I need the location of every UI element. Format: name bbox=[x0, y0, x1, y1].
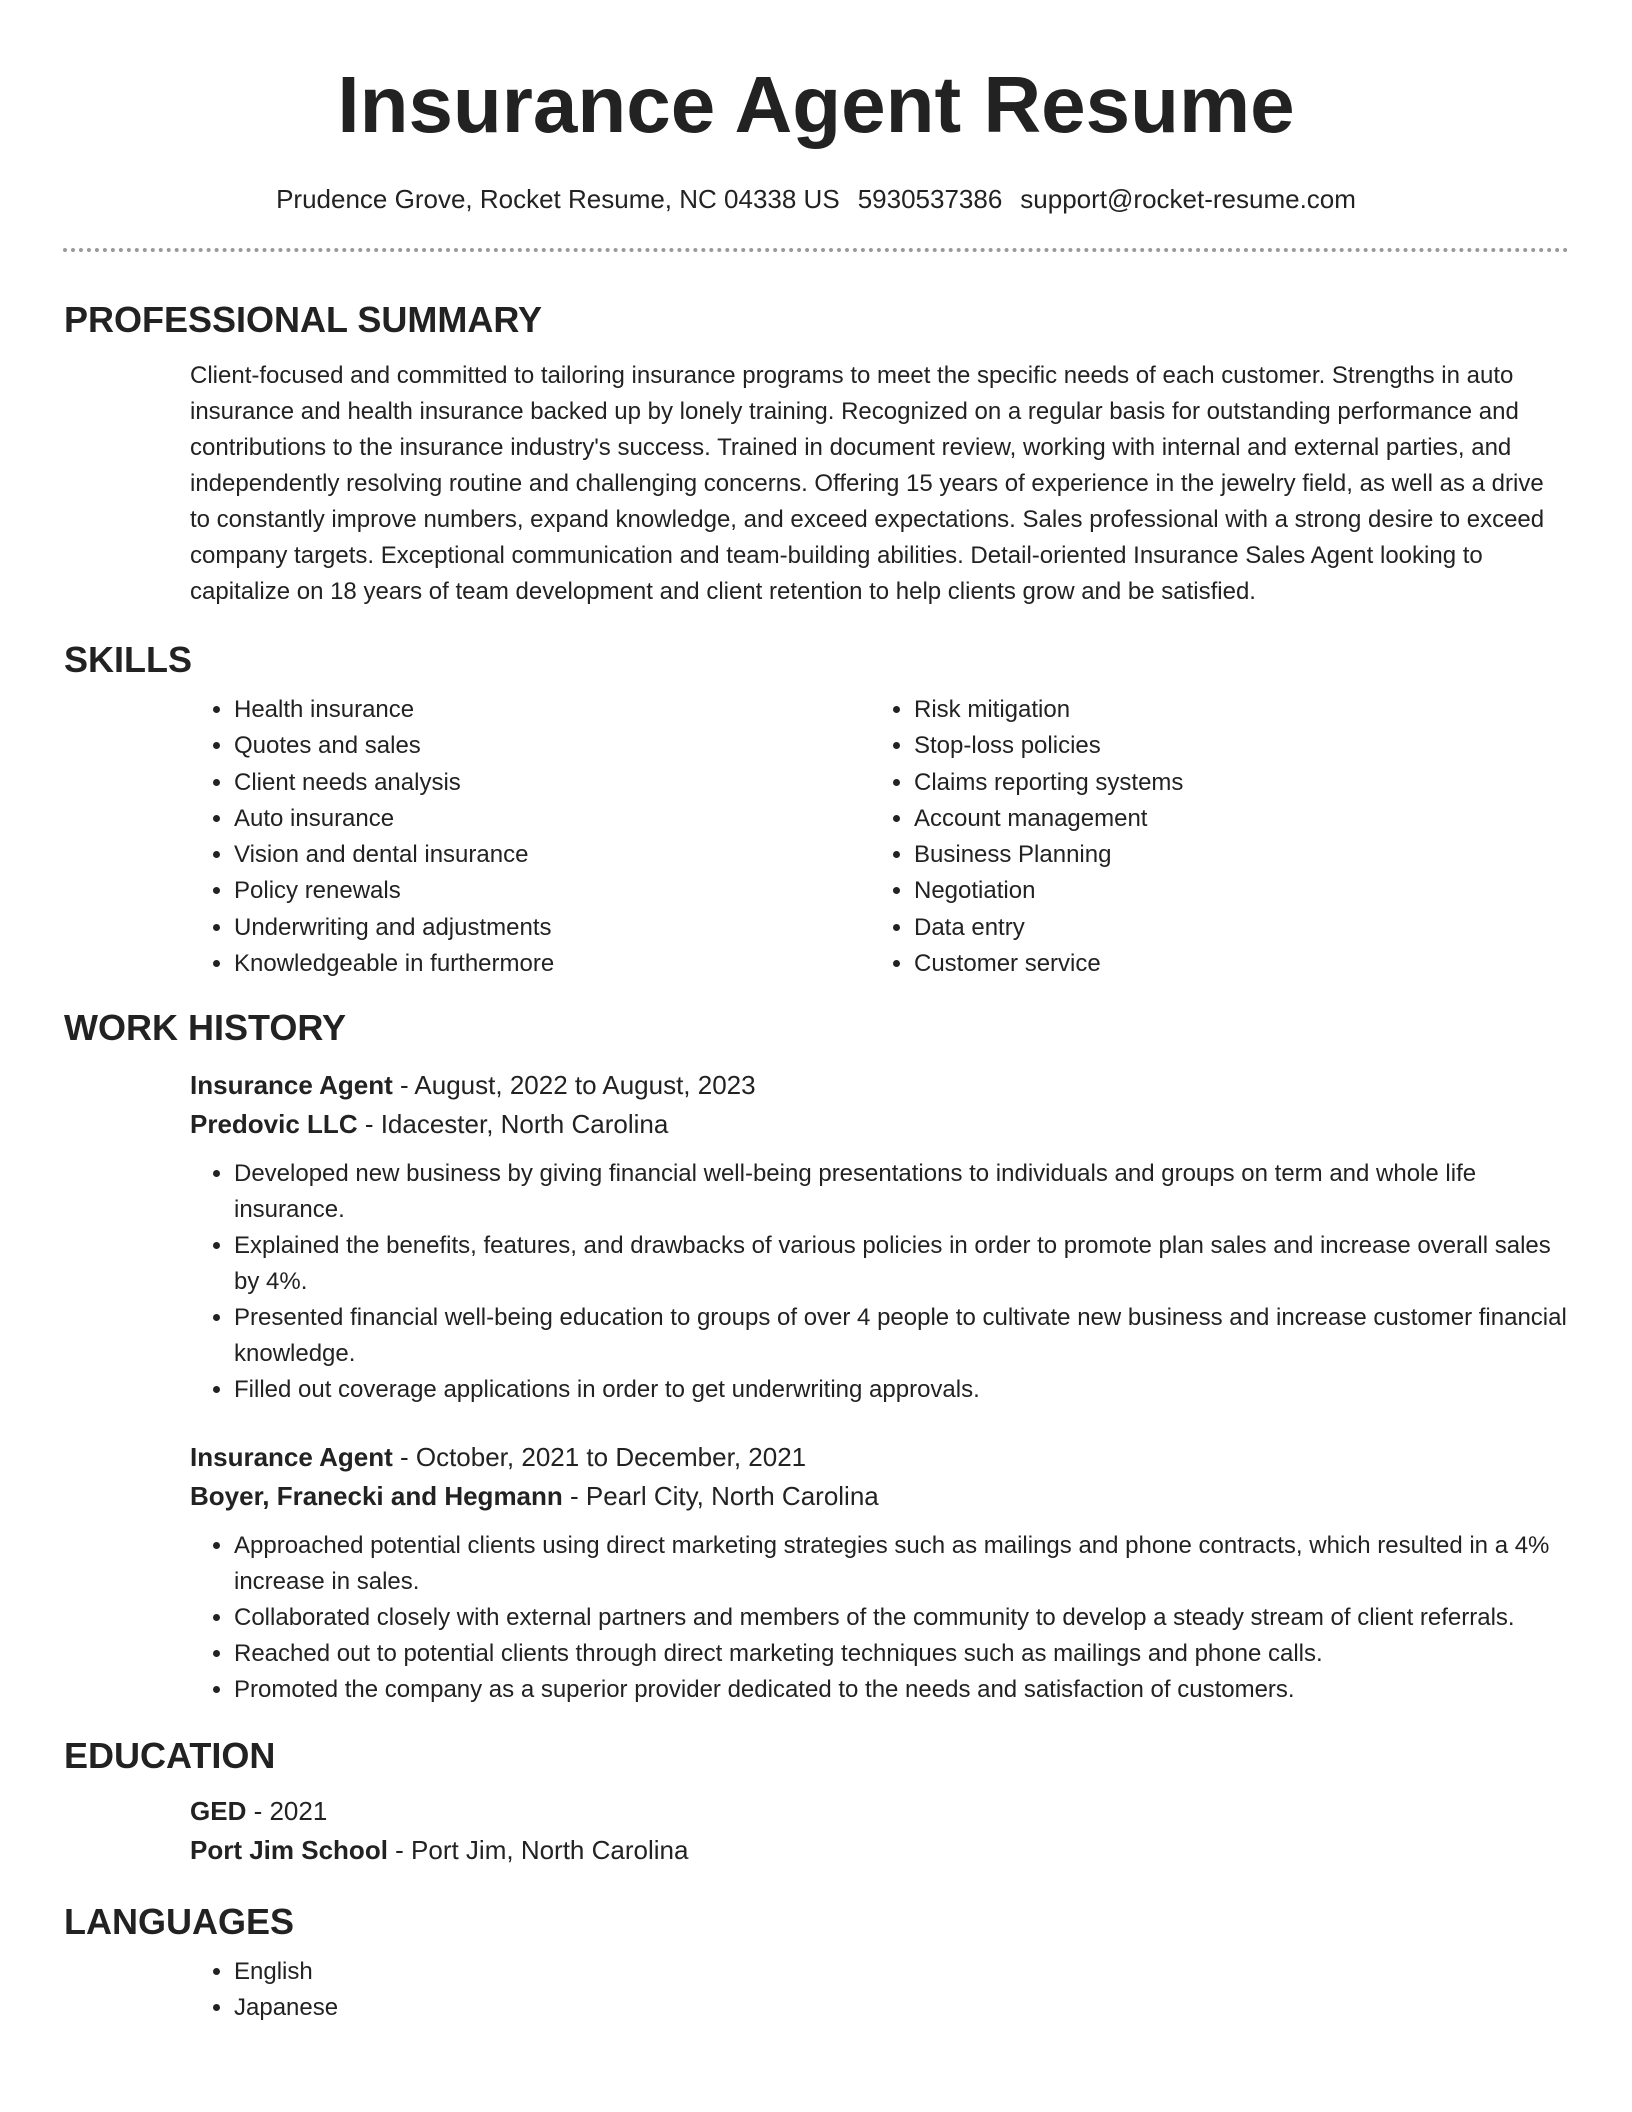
job-company-line bbox=[190, 1477, 1569, 1516]
skill-item: • Health insurance bbox=[234, 692, 870, 728]
header-divider bbox=[63, 248, 1569, 252]
skills-list bbox=[190, 692, 1569, 982]
job-duty: • Collaborated closely with external partners and members of the community to develop a steady stream of client referrals. bbox=[234, 1600, 1569, 1636]
skill-item: • Knowledgeable in furthermore bbox=[234, 946, 870, 982]
contact-address: Prudence Grove, Rocket Resume, NC 04338 US bbox=[276, 184, 840, 214]
skill-item: • Stop-loss policies bbox=[914, 728, 1183, 764]
skill-item: • Quotes and sales bbox=[234, 728, 870, 764]
education-heading: EDUCATION bbox=[64, 1735, 276, 1777]
contact-email: support@rocket-resume.com bbox=[1020, 184, 1356, 214]
languages-section bbox=[64, 1900, 1569, 2026]
resume-header bbox=[0, 0, 1632, 216]
summary-heading: PROFESSIONAL SUMMARY bbox=[64, 299, 543, 340]
skill-item: • Customer service bbox=[914, 946, 1183, 982]
job-role: Insurance Agent bbox=[190, 1070, 393, 1101]
work-history-section bbox=[64, 1006, 1569, 1708]
job-duty: • Developed new business by giving financial well-being presentations to individuals and groups on term and whole life insurance. bbox=[234, 1156, 1569, 1228]
skill-item: • Business Planning bbox=[914, 837, 1183, 873]
contact-phone: 5930537386 bbox=[857, 184, 1003, 214]
education-school: Port Jim School bbox=[190, 1835, 388, 1866]
languages-list bbox=[190, 1954, 1569, 2026]
skill-item: • Risk mitigation bbox=[914, 692, 1183, 728]
job-dates: - October, 2021 to December, 2021 bbox=[392, 1442, 807, 1473]
job-entry bbox=[190, 1438, 1569, 1708]
job-entry bbox=[190, 1066, 1569, 1408]
skills-column-right bbox=[870, 692, 1183, 982]
resume-title: Insurance Agent Resume bbox=[337, 60, 1295, 149]
job-duty: • Promoted the company as a superior provider dedicated to the needs and satisfaction of customers. bbox=[234, 1672, 1569, 1708]
skill-item: • Data entry bbox=[914, 910, 1183, 946]
work-history-heading: WORK HISTORY bbox=[64, 1007, 347, 1049]
job-duty: • Filled out coverage applications in order to get underwriting approvals. bbox=[234, 1372, 1569, 1408]
languages-heading: LANGUAGES bbox=[64, 1901, 295, 1943]
job-dates: - August, 2022 to August, 2023 bbox=[392, 1070, 756, 1101]
education-section bbox=[64, 1734, 1569, 1870]
job-duty: • Presented financial well-being education to groups of over 4 people to cultivate new business and increase customer financial knowledge. bbox=[234, 1300, 1569, 1372]
education-school-line bbox=[190, 1831, 1569, 1870]
skill-item: • Vision and dental insurance bbox=[234, 837, 870, 873]
skill-item: • Client needs analysis bbox=[234, 765, 870, 801]
education-entry bbox=[190, 1792, 1569, 1870]
language-item: • English bbox=[234, 1954, 1569, 1990]
summary-text: Client-focused and committed to tailoring insurance programs to meet the specific needs of each customer. Strengths in auto insurance and health insurance backed up by lonely training. Recognized on a regular basis for outstanding performance and contributions to the insurance industry's success. Trained in document review, working with internal and external parties, and independently resolving routine and challenging concerns. Offering 15 years of experience in the jewelry field, as well as a drive to constantly improve numbers, expand knowledge, and exceed expectations. Sales professional with a strong desire to exceed company targets. Exceptional communication and team-building abilities. Detail-oriented Insurance Sales Agent looking to capitalize on 18 years of team development and client retention to help clients grow and be satisfied. bbox=[190, 362, 1545, 605]
job-company-line bbox=[190, 1105, 1569, 1144]
skills-section bbox=[64, 638, 1569, 982]
contact-line bbox=[0, 182, 1632, 216]
job-location: - Idacester, North Carolina bbox=[357, 1109, 669, 1140]
skills-heading: SKILLS bbox=[64, 639, 193, 680]
education-degree-line bbox=[190, 1792, 1569, 1831]
job-role-line bbox=[190, 1438, 1569, 1477]
job-duty: • Approached potential clients using direct marketing strategies such as mailings and phone contracts, which resulted in a 4% increase in sales. bbox=[234, 1528, 1569, 1600]
skill-item: • Account management bbox=[914, 801, 1183, 837]
skill-item: • Negotiation bbox=[914, 873, 1183, 909]
job-duties bbox=[190, 1156, 1569, 1408]
job-company: Boyer, Franecki and Hegmann bbox=[190, 1481, 563, 1512]
job-duty: • Explained the benefits, features, and drawbacks of various policies in order to promote plan sales and increase overall sales by 4%. bbox=[234, 1228, 1569, 1300]
education-degree: GED bbox=[190, 1796, 247, 1827]
job-duty: • Reached out to potential clients through direct marketing techniques such as mailings and phone calls. bbox=[234, 1636, 1569, 1672]
job-location: - Pearl City, North Carolina bbox=[562, 1481, 879, 1512]
skill-item: • Claims reporting systems bbox=[914, 765, 1183, 801]
skill-item: • Policy renewals bbox=[234, 873, 870, 909]
skills-column-left bbox=[190, 692, 870, 982]
skill-item: • Auto insurance bbox=[234, 801, 870, 837]
job-role-line bbox=[190, 1066, 1569, 1105]
job-company: Predovic LLC bbox=[190, 1109, 358, 1140]
language-item: • Japanese bbox=[234, 1990, 1569, 2026]
job-duties bbox=[190, 1528, 1569, 1708]
job-role: Insurance Agent bbox=[190, 1442, 393, 1473]
education-location: - Port Jim, North Carolina bbox=[387, 1835, 689, 1866]
skill-item: • Underwriting and adjustments bbox=[234, 910, 870, 946]
education-year: - 2021 bbox=[246, 1796, 328, 1827]
summary-section bbox=[64, 298, 1569, 610]
